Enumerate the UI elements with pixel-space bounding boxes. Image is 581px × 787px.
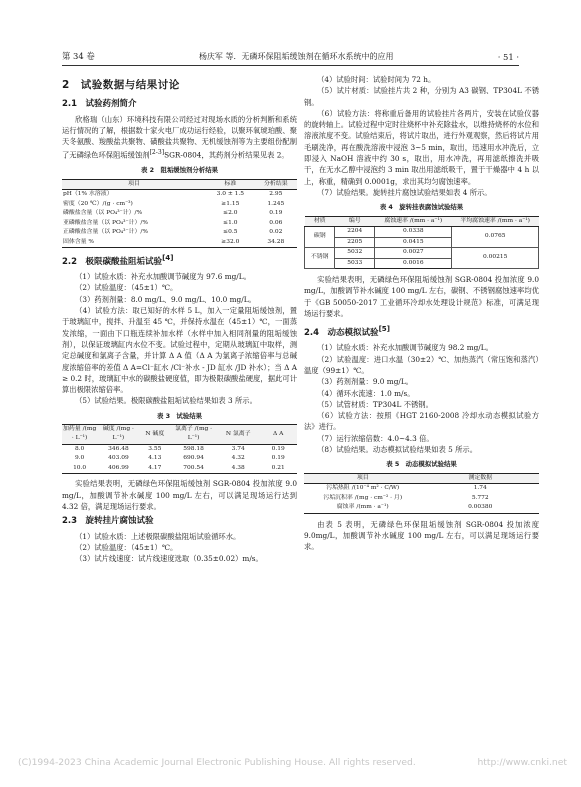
table-row <box>305 248 539 259</box>
table-cell: 0.0016 <box>375 258 452 269</box>
table-cell: 0.21 <box>259 464 297 474</box>
table-cell: 0.0415 <box>375 237 452 248</box>
dynamic-cycles: （7）运行浓缩倍数：4.0~4.3 倍。 <box>317 433 434 443</box>
table-header-cell: 腐蚀速率 /(mm · a⁻¹) <box>375 216 452 227</box>
table-row <box>304 494 539 504</box>
citation: [4] <box>162 253 174 262</box>
section-heading-2: 2 试验数据与结果讨论 <box>62 79 180 91</box>
table-cell: 2205 <box>335 237 375 248</box>
table-cell-average: 0.0765 <box>452 227 539 248</box>
table-cell: 406.99 <box>97 464 139 474</box>
table-cell: 0.02 <box>269 229 283 235</box>
corrosion-water-quality: （1）试验水质：上述极限碳酸盐阻垢试验循环水。 <box>75 531 241 541</box>
dynamic-tube-material: （5）试管材质：TP304L 不锈钢。 <box>317 399 433 409</box>
table-cell: 4.38 <box>217 464 259 474</box>
paragraph-scale-results: 实验结果表明，无磷绿色环保阻垢缓蚀剂 SGR-0804 投加浓度 9.0 mg/L，加酸调节补水碱度 100 mg/L 左右，可以满足现场运行达到 4.32 倍，满足现场运行要求。 <box>62 479 297 512</box>
table-cell: 690.94 <box>183 455 204 462</box>
table-cell: 346.48 <box>108 445 129 452</box>
table-cell: 9.0 <box>74 455 85 462</box>
page-number: · 51 · <box>497 52 519 62</box>
dynamic-flow: （4）循环水流速：1.0 m/s。 <box>317 388 415 398</box>
citation: [5] <box>378 324 390 334</box>
watermark-url: http://www.cnki.net <box>477 757 567 768</box>
corrosion-method: （6）试验方法：将称重后备用的试验挂片各两片，安装在试验仪器的旋转轴上。试验过程中定时往烧杯中补充除盐水，以维持烧杯的水位和溶液浓度不变。试验结束后，将试片取出，进行外观观察，然后将试片用毛刷洗净，再在酸洗溶液中浸泡 3~5 min，取出，迅速用水冲洗后，立即浸入 NaOH 溶液中约 30 s，取出，用水冲洗，再用滤纸擦洗并吸干，在无水乙醇中浸泡约 3 min 取出用滤纸吸干，置于干燥器中 4 h 以上，称重，精确到 0.0001g，求出其均匀腐蚀速率。 <box>304 108 539 186</box>
table-row <box>62 454 297 464</box>
table-header-cell: 碱度 /(mg · L⁻¹) <box>97 424 139 444</box>
table-cell: pH（1% 水溶液） <box>63 191 113 197</box>
corrosion-velocity: （3）试片线速度：试片线速度选取（0.35±0.02）m/s。 <box>75 554 263 564</box>
table-cell: 5.772 <box>471 494 489 501</box>
copyright-watermark <box>18 757 567 768</box>
table-cell: 8.0 <box>74 445 85 452</box>
table-cell-material: 碳钢 <box>305 227 335 248</box>
table-cell: 3.0 ± 1.5 <box>216 191 245 197</box>
table-cell: 1.245 <box>267 200 285 207</box>
table-cell: 0.19 <box>269 210 283 216</box>
subsection-heading-2-4: 2.4 动态模拟试验[5] <box>304 324 390 339</box>
table-cell: 10.0 <box>62 464 97 474</box>
table-header-cell: 分析结果 <box>255 179 297 190</box>
table-4-caption: 表 4 旋转挂表腐蚀试验结果 <box>379 203 464 212</box>
table-cell: 亚磷酸盐含量（以 PO₄³⁻计）/% <box>63 219 148 226</box>
subsection-heading-2-3: 2.3 旋转挂片腐蚀试验 <box>62 516 154 527</box>
table-header-cell: 平均腐蚀速率 /(mm · a⁻¹) <box>452 216 539 227</box>
dynamic-water-quality: （1）试验水质：补充水加酸调节碱度为 98.2 mg/L。 <box>317 343 493 353</box>
table-cell: ≥32.0 <box>206 238 255 248</box>
table-header-cell: 项目 <box>304 473 422 484</box>
table-cell: 污垢沉积率 /(mg · cm⁻² · 月) <box>323 494 403 501</box>
corrosion-temperature: （2）试验温度：（45±1）℃。 <box>75 542 178 552</box>
left-column <box>62 74 297 565</box>
dynamic-method: （6）试验方法：按照《HGT 2160-2008 冷却水动态模拟试验方法》进行。 <box>304 411 539 432</box>
condition-dosage: （3）药剂剂量：8.0 mg/L、9.0 mg/L、10.0 mg/L。 <box>75 294 256 304</box>
table-row <box>62 444 297 454</box>
table-cell-material: 不锈钢 <box>305 248 335 269</box>
table-cell: 3.74 <box>231 445 245 452</box>
paragraph-corrosion-results: 实验结果表明，无磷绿色环保阻垢缓蚀剂 SGR-0804 投加浓度 9.0 mg/L，加酸调节补水碱度 100 mg/L 左右，碳钢、不锈钢腐蚀速率均优于《GB 50050-2017 工业循环冷却水处理设计规范》标准，可满足现场运行要求。 <box>304 275 539 318</box>
table-row <box>305 227 539 238</box>
table-row <box>62 464 297 474</box>
table-header-cell: 编号 <box>335 216 375 227</box>
page-header <box>62 50 519 66</box>
dynamic-result: （8）试验结果。动态模拟试验结果如表 5 所示。 <box>317 445 477 455</box>
table-cell: 0.06 <box>269 219 283 226</box>
table-cell: 2204 <box>335 227 375 238</box>
condition-result: （5）试验结果。极限碳酸盐阻垢试验结果如表 3 所示。 <box>75 396 257 406</box>
table-2-caption: 表 2 阻垢缓蚀剂分析结果 <box>141 166 218 175</box>
table-cell: ≥1.15 <box>221 200 240 207</box>
table-cell: 正磷酸盐含量（以 PO₄³⁻计）/% <box>63 229 148 235</box>
paragraph-final: 由表 5 表明，无磷绿色环保阻垢缓蚀剂 SGR-0804 投加浓度 9.0mg/L，加酸调节补水碱度 100 mg/L 左右，可以满足现场运行要求。 <box>304 519 539 552</box>
dynamic-temperature: （2）试验温度：进口水温（30±2）℃、加热蒸汽（常压饱和蒸汽）温度（99±1）℃。 <box>304 354 539 375</box>
table-cell: 4.17 <box>140 464 171 474</box>
table-cell-average: 0.00215 <box>452 248 539 269</box>
table-3 <box>62 424 297 475</box>
right-column <box>304 74 539 553</box>
table-5 <box>304 473 539 514</box>
table-cell: 4.13 <box>148 455 162 462</box>
table-cell: 密度（20 ℃）/(g · cm⁻³) <box>63 200 133 207</box>
table-cell: 1.74 <box>473 485 487 492</box>
table-cell: 污垢热阻 /(10⁻⁴ m² · C/W) <box>326 485 400 492</box>
table-cell: 0.19 <box>271 445 285 452</box>
corrosion-time: （4）试验时间：试验时间为 72 h。 <box>317 75 436 84</box>
condition-temperature: （2）试验温度：（45±1）℃。 <box>75 283 178 293</box>
watermark-copyright: (C)1994-2023 China Academic Journal Electronic Publishing House. All rights reserved. <box>18 757 416 768</box>
table-cell: 0.0027 <box>375 248 452 259</box>
volume-label: 第 34 卷 <box>62 51 95 61</box>
dynamic-dosage: （3）药剂剂量：9.0 mg/L。 <box>317 377 413 387</box>
citation: [2-3] <box>149 149 165 157</box>
corrosion-material: （5）试片材质：试验挂片共 2 种，分别为 A3 碳钢、TP304L 不锈钢。 <box>304 86 539 107</box>
table-row <box>62 219 297 229</box>
table-header-cell: 项目 <box>62 179 206 190</box>
table-row <box>62 190 297 200</box>
condition-method: （4）试验方法：取已知好的水样 5 L，加入一定量阻垢缓蚀剂，置于玻璃缸中，搅拌、升温至 45 ℃，并保持水温在（45±1）℃，一面蒸发浓缩，一面由下口瓶连续补加水样（水样中加入相同剂量的阻垢缓蚀剂），以保证玻璃缸内水位不变。试验过程中，定期从玻璃缸中取样，测定总碱度和氯离子含量，并计算 Δ A 值（Δ A 为氯离子浓缩倍率与总碱度浓缩倍率的差值 Δ A=Cl⁻缸水 /Cl⁻补水 - JD 缸水 /JD 补水）；当 Δ A ≥ 0.2 时，玻璃缸中水的碳酸盐硬度值，即为极限碳酸盐硬度，据此可计算出极限浓缩倍率。 <box>62 306 297 395</box>
table-cell: 5033 <box>335 258 375 269</box>
table-header-cell: Δ A <box>259 424 297 444</box>
table-row <box>304 503 539 513</box>
table-row <box>304 484 539 494</box>
table-cell: 腐蚀率 /(mm · a⁻¹) <box>304 503 422 513</box>
table-header-cell: 加药量 /(mg · L⁻¹) <box>62 424 97 444</box>
table-header-cell: N 氯离子 <box>217 424 259 444</box>
table-row <box>62 228 297 238</box>
table-4 <box>304 216 539 270</box>
table-cell: ≤2.0 <box>223 210 238 216</box>
running-title: 杨庆军 等．无磷环保阻垢缓蚀剂在循环水系统中的应用 <box>198 52 394 61</box>
condition-water-quality: （1）试验水质：补充水加酸调节碱度为 97.6 mg/L。 <box>75 272 251 282</box>
table-cell: 固体含量 % <box>62 238 206 248</box>
table-5-caption: 表 5 动态模拟试验结果 <box>386 460 457 469</box>
table-cell: 0.0338 <box>375 227 452 238</box>
table-cell: 34.28 <box>255 238 297 248</box>
table-header-cell: 氯离子 /(mg · L⁻¹) <box>170 424 217 444</box>
table-cell: 403.09 <box>108 455 129 462</box>
table-header-cell: 标准 <box>206 179 255 190</box>
table-row <box>62 209 297 219</box>
table-cell: 3.55 <box>148 445 162 452</box>
table-row <box>62 238 297 248</box>
table-2 <box>62 179 297 249</box>
table-cell: 磷酸盐含量（以 PO₄³⁻计）/% <box>63 210 143 216</box>
table-cell: 5032 <box>335 248 375 259</box>
table-cell: 2.95 <box>269 191 283 197</box>
subsection-heading-2-1: 2.1 试验药剂简介 <box>62 99 137 110</box>
table-cell: 598.18 <box>183 445 204 452</box>
table-cell: 0.00380 <box>422 503 540 513</box>
table-cell: 0.19 <box>271 455 285 462</box>
table-cell: ≤1.0 <box>223 219 238 226</box>
table-header-cell: N 碱度 <box>140 424 171 444</box>
subsection-heading-2-2: 2.2 极限碳酸盐阻垢试验[4] <box>62 253 174 267</box>
table-cell: ≤0.5 <box>223 229 238 235</box>
table-header-cell: 测定数据 <box>422 473 540 484</box>
table-header-cell: 材质 <box>305 216 335 227</box>
table-3-caption: 表 3 试验结果 <box>156 411 202 420</box>
table-cell: 700.54 <box>170 464 217 474</box>
table-row <box>62 200 297 210</box>
paragraph-reagent-intro: 欣格瑞（山东）环境科技有限公司经过对现场水质的分析判断和系统运行情况的了解，根据数十家火电厂成功运行经验，以聚环氧琥珀酸、聚天冬氨酸、羧酸盐共聚物、磺酸盐共聚物、无机缓蚀剂等为主要组份配制了无磷绿色环保阻垢缓蚀剂[2-3]SGR-0804，其药剂分析结果见表 2。 <box>62 114 297 160</box>
corrosion-result: （7）试验结果。旋转挂片腐蚀试验结果如表 4 所示。 <box>317 187 492 197</box>
table-cell: 4.32 <box>231 455 245 462</box>
